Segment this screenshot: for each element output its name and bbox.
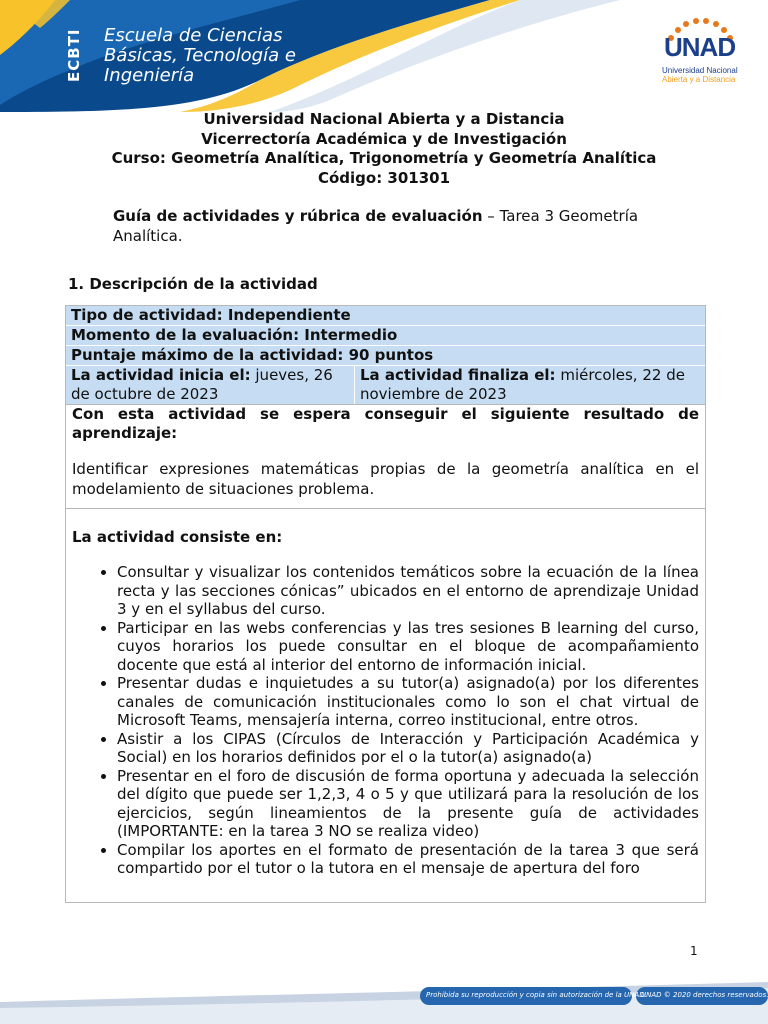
- footer-banner: [0, 974, 768, 1024]
- document-title: Universidad Nacional Abierta y a Distancia Vicerrectoría Académica y de Investigación Curso: Geometría Analítica, Trigonometría y Geometría Analítica Código: 301301: [111, 110, 657, 187]
- page-number: 1: [690, 944, 698, 958]
- footer-copyright: UNAD © 2020 derechos reservados.: [641, 991, 768, 999]
- ecbti-tab: ECBTI: [65, 28, 83, 82]
- end-date-cell: La actividad finaliza el: miércoles, 22 de noviembre de 2023: [360, 366, 685, 403]
- list-item: • Presentar dudas e inquietudes a su tutor(a) asignado(a) por los diferentes canales de comunicación institucionales como lo son el chat virtual de Microsoft Teams, mensajería interna, correo institucional, entre otros.: [117, 674, 699, 730]
- activity-type-row: Tipo de actividad: Independiente: [66, 306, 705, 326]
- school-name: Escuela de Ciencias Básicas, Tecnología e Ingeniería: [104, 25, 296, 86]
- list-item: • Participar en las webs conferencias y las tres sesiones B learning del curso, cuyos horarios los puede consultar en el bloque de acompañamiento docente que está al interior del entorno de información inicial.: [117, 619, 699, 675]
- max-score-row: Puntaje máximo de la actividad: 90 puntos: [66, 346, 705, 366]
- learning-outcome-cell: [66, 405, 705, 509]
- activity-header: La actividad consiste en:: [72, 528, 283, 546]
- unad-logo-subtitle: Universidad Nacional Abierta y a Distancia: [662, 66, 738, 84]
- activity-description-cell: [66, 527, 705, 902]
- list-item: • Asistir a los CIPAS (Círculos de Interacción y Participación Académica y Social) en los horarios definidos por el o la tutor(a) asignado(a): [117, 730, 699, 767]
- activity-list: [72, 563, 699, 878]
- section-heading: 1. Descripción de la actividad: [68, 275, 318, 293]
- unad-logo-word: UNAD: [664, 32, 736, 62]
- dates-row: [66, 366, 705, 405]
- guide-title: Guía de actividades y rúbrica de evaluación – Tarea 3 Geometría Analítica.: [113, 207, 639, 245]
- evaluation-moment-row: Momento de la evaluación: Intermedio: [66, 326, 705, 346]
- footer-copy-notice: Prohibida su reproducción y copia sin autorización de la UNAD.: [426, 991, 647, 999]
- list-item: • Presentar en el foro de discusión de forma oportuna y adecuada la selección del dígito que puede ser 1,2,3, 4 o 5 y que utilizará para la resolución de los ejercicios, según lineamientos de la presente guía de actividades (IMPORTANTE: en la tarea 3 NO se realiza video): [117, 767, 699, 841]
- start-date-cell: La actividad inicia el: jueves, 26 de octubre de 2023: [66, 366, 355, 404]
- list-item: • Consultar y visualizar los contenidos temáticos sobre la ecuación de la línea recta y las secciones cónicas” ubicados en el entorno de aprendizaje Unidad 3 y en el syllabus del curso.: [117, 563, 699, 619]
- learning-outcome-header: Con esta actividad se espera conseguir el siguiente resultado de aprendizaje:: [72, 405, 699, 442]
- activity-table: [65, 305, 706, 903]
- list-item: • Compilar los aportes en el formato de presentación de la tarea 3 que será compartido por el tutor o la tutora en el mensaje de apertura del foro: [117, 841, 699, 878]
- learning-outcome-text: Identificar expresiones matemáticas propias de la geometría analítica en el modelamiento de situaciones problema.: [72, 460, 699, 498]
